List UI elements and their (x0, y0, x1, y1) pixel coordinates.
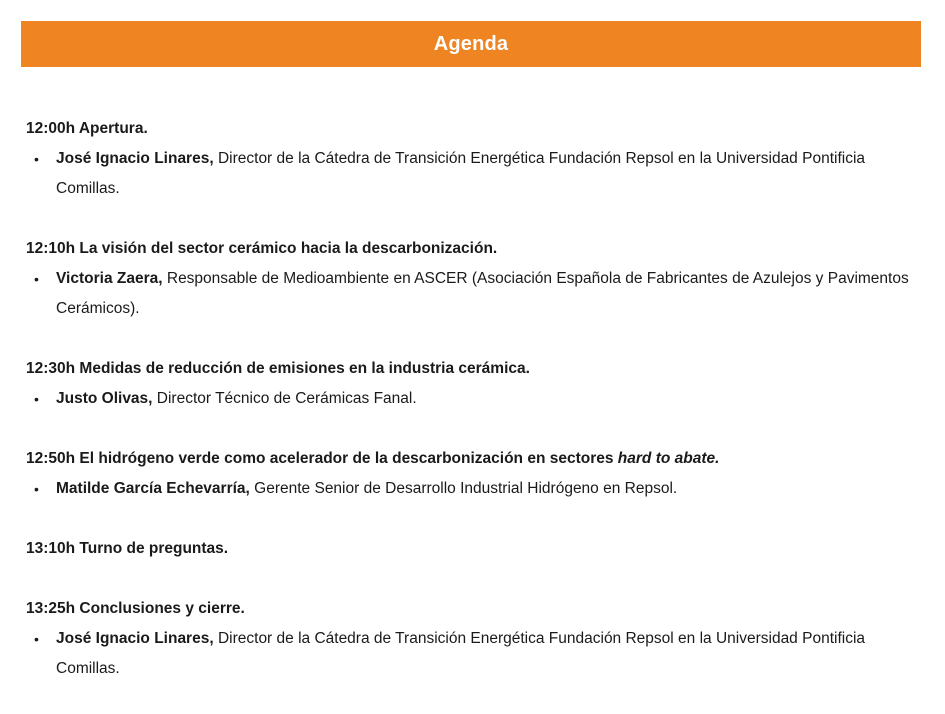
agenda-item-conclusiones (26, 594, 921, 684)
speaker-role: Gerente Senior de Desarrollo Industrial Hidrógeno en Repsol. (249, 480, 678, 497)
speaker-list (26, 144, 921, 204)
agenda-item-title (26, 444, 921, 474)
agenda-item-apertura (26, 114, 921, 204)
bullet-icon: • (34, 391, 39, 407)
speaker-role: Responsable de Medioambiente en ASCER (Asociación Española de Fabricantes de Azulejos y Pavimentos Cerámicos). (56, 270, 909, 317)
speaker-list (26, 624, 921, 684)
agenda-item-title: 12:10h La visión del sector cerámico hacia la descarbonización. (26, 240, 498, 257)
speaker-name: José Ignacio Linares, (56, 150, 214, 167)
agenda-title: Agenda (433, 32, 509, 55)
agenda-item-title-text: 12:50h El hidrógeno verde como acelerador de la descarbonización en sectores (26, 450, 618, 467)
speaker-list (26, 384, 921, 414)
speaker-item (26, 264, 921, 324)
bullet-icon: • (34, 481, 39, 497)
speaker-item (26, 474, 921, 504)
agenda-item-vision-sector (26, 234, 921, 324)
agenda-item-preguntas (26, 534, 921, 564)
agenda-item-title: 12:30h Medidas de reducción de emisiones en la industria cerámica. (26, 360, 530, 377)
speaker-list (26, 474, 921, 504)
bullet-icon: • (34, 271, 39, 287)
bullet-icon: • (34, 151, 39, 167)
speaker-name: Justo Olivas, (56, 390, 153, 407)
agenda-list (26, 114, 921, 714)
speaker-role: Director Técnico de Cerámicas Fanal. (152, 390, 417, 407)
agenda-item-hidrogeno (26, 444, 921, 504)
speaker-list (26, 264, 921, 324)
speaker-item (26, 384, 921, 414)
agenda-item-title: 12:00h Apertura. (26, 120, 148, 137)
speaker-item (26, 624, 921, 684)
speaker-name: Victoria Zaera, (56, 270, 163, 287)
agenda-item-title: 13:10h Turno de preguntas. (26, 540, 229, 557)
speaker-role: Director de la Cátedra de Transición Energética Fundación Repsol en la Universidad Pontificia Comillas. (56, 150, 866, 197)
speaker-role: Director de la Cátedra de Transición Energética Fundación Repsol en la Universidad Pontificia Comillas. (56, 630, 866, 677)
speaker-name: José Ignacio Linares, (56, 630, 214, 647)
agenda-item-title-italic: hard to abate. (617, 450, 720, 467)
bullet-icon: • (34, 631, 39, 647)
speaker-name: Matilde García Echevarría, (56, 480, 250, 497)
speaker-item (26, 144, 921, 204)
agenda-header-bar (21, 21, 921, 67)
agenda-item-medidas (26, 354, 921, 414)
agenda-item-title: 13:25h Conclusiones y cierre. (26, 600, 245, 617)
